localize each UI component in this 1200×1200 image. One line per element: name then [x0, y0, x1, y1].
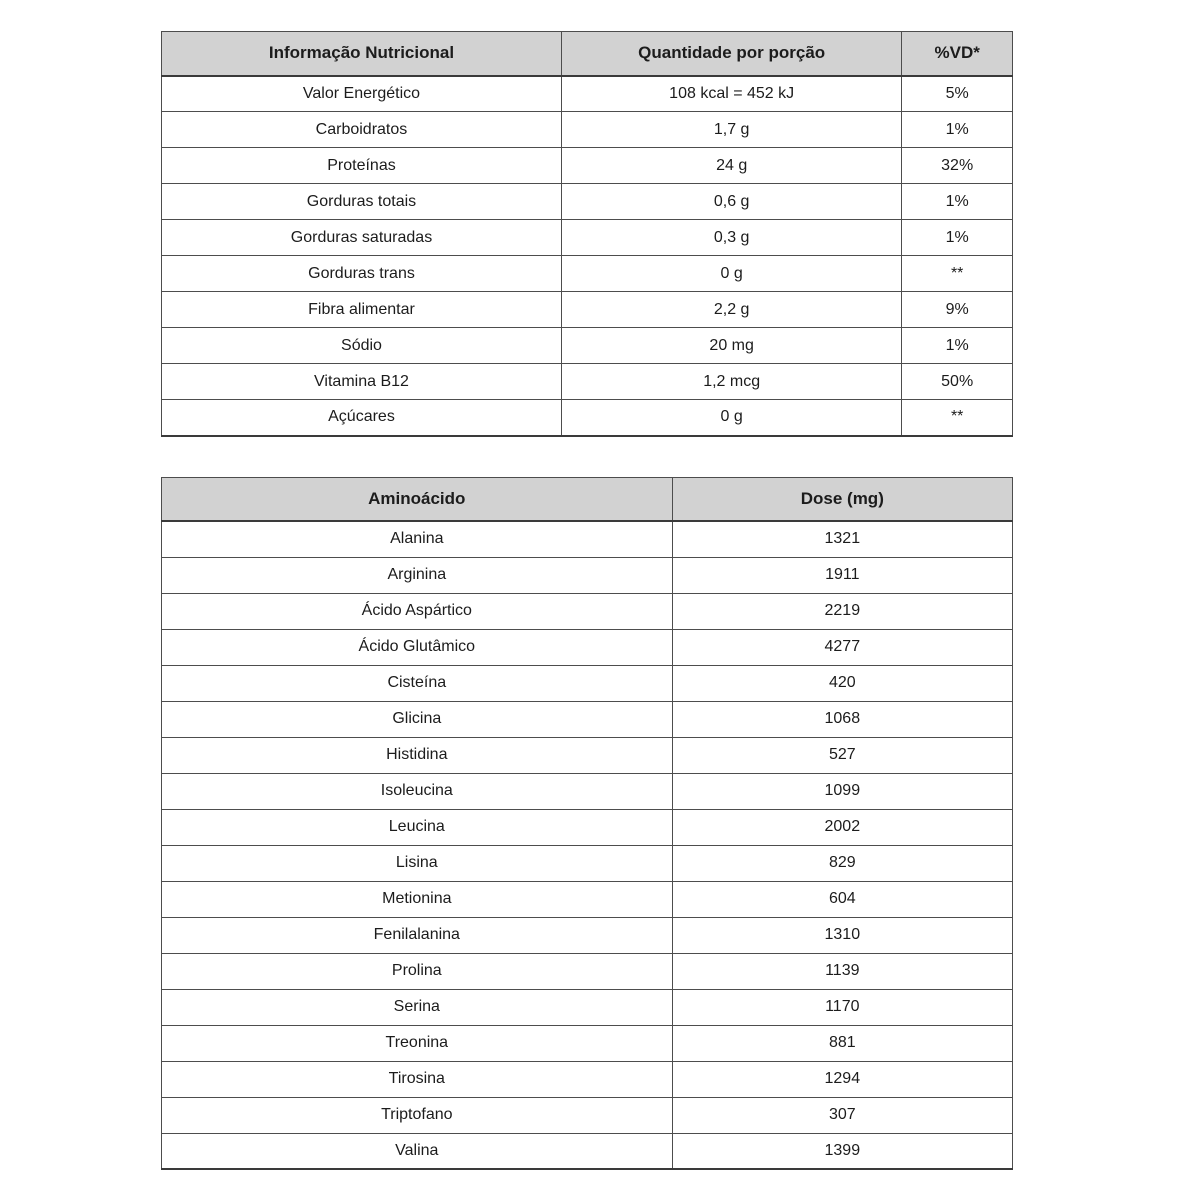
nutrient-vd: 1% [902, 220, 1013, 256]
amino-name: Arginina [162, 557, 673, 593]
nutrition-header-row [162, 32, 1013, 76]
nutrition-header-info: Informação Nutricional [162, 32, 562, 76]
table-row [162, 1025, 1013, 1061]
amino-dose: 4277 [672, 629, 1012, 665]
table-row [162, 989, 1013, 1025]
amino-name: Prolina [162, 953, 673, 989]
nutrient-quantity: 1,7 g [561, 112, 901, 148]
nutrition-facts-table [161, 31, 1013, 437]
amino-dose: 1294 [672, 1061, 1012, 1097]
nutrient-name: Gorduras saturadas [162, 220, 562, 256]
nutrition-header-vd: %VD* [902, 32, 1013, 76]
amino-name: Metionina [162, 881, 673, 917]
amino-name: Triptofano [162, 1097, 673, 1133]
amino-name: Ácido Glutâmico [162, 629, 673, 665]
table-row [162, 809, 1013, 845]
amino-name: Lisina [162, 845, 673, 881]
amino-name: Ácido Aspártico [162, 593, 673, 629]
table-row [162, 593, 1013, 629]
nutrient-name: Fibra alimentar [162, 292, 562, 328]
nutrient-name: Valor Energético [162, 76, 562, 112]
nutrient-quantity: 2,2 g [561, 292, 901, 328]
amino-dose: 2219 [672, 593, 1012, 629]
table-row [162, 292, 1013, 328]
amino-acid-table [161, 477, 1013, 1171]
nutrient-quantity: 0,3 g [561, 220, 901, 256]
amino-name: Alanina [162, 521, 673, 557]
nutrient-quantity: 0,6 g [561, 184, 901, 220]
nutrition-label-page [161, 0, 1013, 1170]
amino-name: Cisteína [162, 665, 673, 701]
amino-dose: 1911 [672, 557, 1012, 593]
amino-header-dose: Dose (mg) [672, 477, 1012, 521]
table-row [162, 845, 1013, 881]
table-row [162, 148, 1013, 184]
amino-dose: 1310 [672, 917, 1012, 953]
amino-name: Isoleucina [162, 773, 673, 809]
nutrient-name: Vitamina B12 [162, 364, 562, 400]
nutrient-vd: 1% [902, 184, 1013, 220]
table-row [162, 773, 1013, 809]
nutrient-vd: ** [902, 400, 1013, 436]
amino-name: Leucina [162, 809, 673, 845]
table-row [162, 665, 1013, 701]
amino-name: Glicina [162, 701, 673, 737]
nutrient-name: Carboidratos [162, 112, 562, 148]
amino-header-name: Aminoácido [162, 477, 673, 521]
nutrient-quantity: 24 g [561, 148, 901, 184]
table-gap [161, 437, 1013, 477]
table-row [162, 1133, 1013, 1169]
nutrition-header-quantity: Quantidade por porção [561, 32, 901, 76]
nutrient-quantity: 0 g [561, 256, 901, 292]
amino-name: Valina [162, 1133, 673, 1169]
nutrient-name: Gorduras trans [162, 256, 562, 292]
amino-name: Fenilalanina [162, 917, 673, 953]
amino-dose: 1139 [672, 953, 1012, 989]
nutrient-vd: 9% [902, 292, 1013, 328]
table-row [162, 220, 1013, 256]
amino-dose: 1068 [672, 701, 1012, 737]
nutrient-vd: 1% [902, 112, 1013, 148]
amino-dose: 1170 [672, 989, 1012, 1025]
amino-dose: 1321 [672, 521, 1012, 557]
table-row [162, 521, 1013, 557]
table-row [162, 737, 1013, 773]
amino-dose: 604 [672, 881, 1012, 917]
table-row [162, 1097, 1013, 1133]
table-row [162, 364, 1013, 400]
amino-dose: 527 [672, 737, 1012, 773]
table-row [162, 76, 1013, 112]
nutrient-vd: ** [902, 256, 1013, 292]
nutrient-name: Açúcares [162, 400, 562, 436]
table-row [162, 184, 1013, 220]
table-row [162, 917, 1013, 953]
amino-dose: 307 [672, 1097, 1012, 1133]
nutrient-quantity: 20 mg [561, 328, 901, 364]
table-row [162, 953, 1013, 989]
nutrient-vd: 32% [902, 148, 1013, 184]
nutrient-quantity: 0 g [561, 400, 901, 436]
nutrient-vd: 5% [902, 76, 1013, 112]
nutrient-quantity: 108 kcal = 452 kJ [561, 76, 901, 112]
amino-dose: 1399 [672, 1133, 1012, 1169]
amino-name: Treonina [162, 1025, 673, 1061]
amino-dose: 881 [672, 1025, 1012, 1061]
table-row [162, 328, 1013, 364]
table-row [162, 557, 1013, 593]
amino-name: Histidina [162, 737, 673, 773]
amino-dose: 829 [672, 845, 1012, 881]
nutrient-quantity: 1,2 mcg [561, 364, 901, 400]
nutrient-name: Sódio [162, 328, 562, 364]
nutrient-name: Proteínas [162, 148, 562, 184]
table-row [162, 629, 1013, 665]
nutrient-name: Gorduras totais [162, 184, 562, 220]
amino-dose: 1099 [672, 773, 1012, 809]
amino-dose: 420 [672, 665, 1012, 701]
table-row [162, 400, 1013, 436]
amino-name: Serina [162, 989, 673, 1025]
table-row [162, 112, 1013, 148]
amino-dose: 2002 [672, 809, 1012, 845]
nutrient-vd: 1% [902, 328, 1013, 364]
nutrient-vd: 50% [902, 364, 1013, 400]
table-row [162, 256, 1013, 292]
table-row [162, 881, 1013, 917]
table-row [162, 701, 1013, 737]
amino-header-row [162, 477, 1013, 521]
amino-name: Tirosina [162, 1061, 673, 1097]
table-row [162, 1061, 1013, 1097]
